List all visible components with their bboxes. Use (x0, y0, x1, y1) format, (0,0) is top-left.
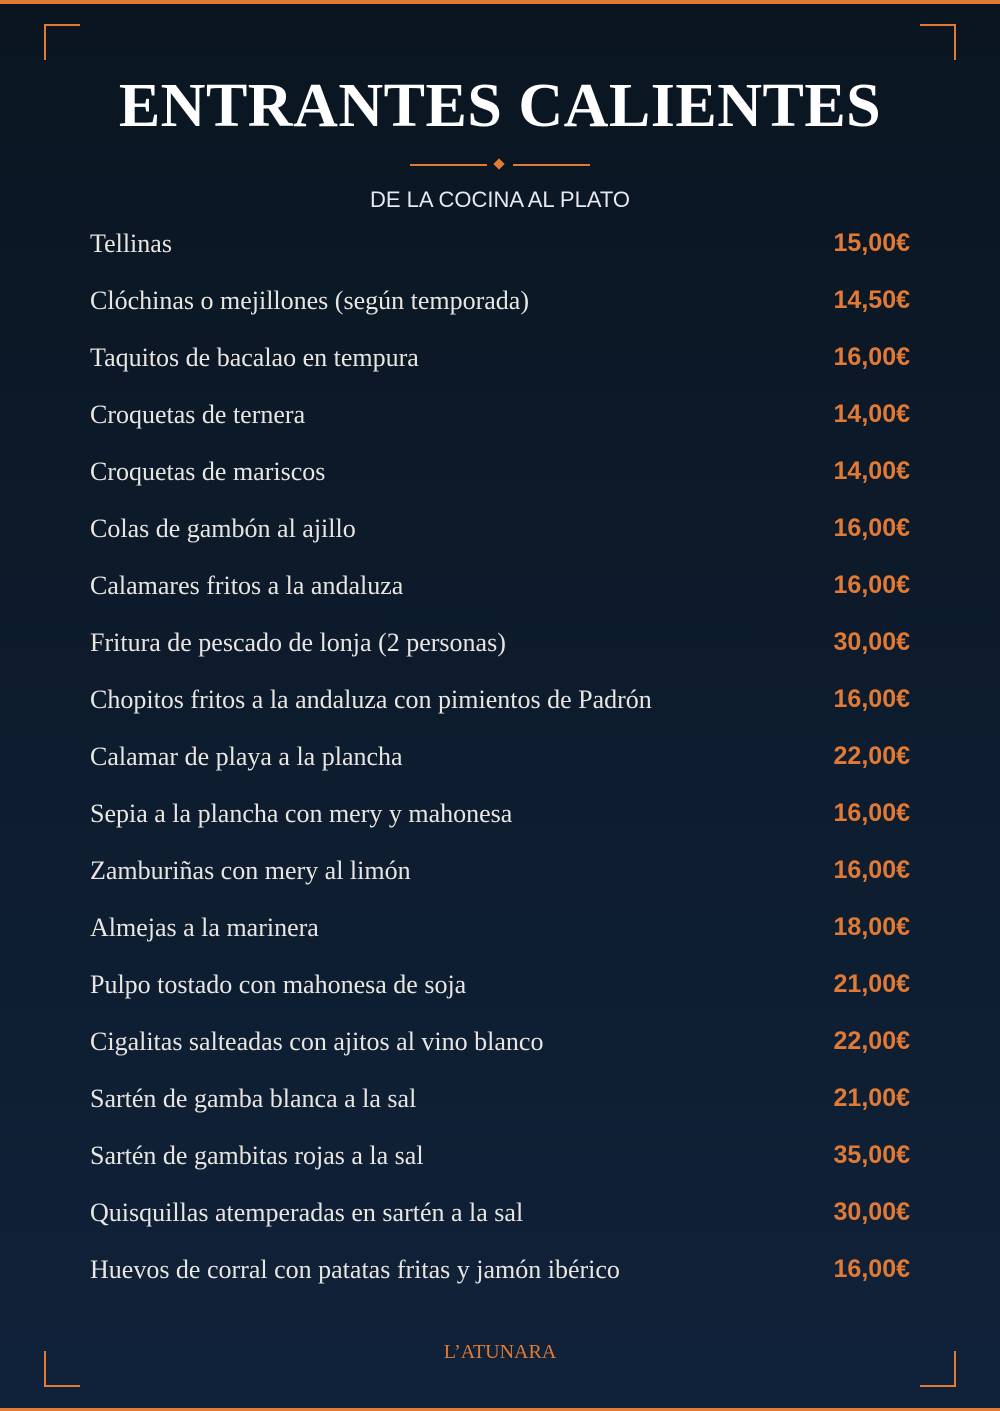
divider-line-left (410, 164, 487, 166)
menu-item-price: 30,00€ (833, 1198, 910, 1226)
menu-item-name: Zamburiñas con mery al limón (90, 855, 411, 885)
menu-item (90, 899, 910, 956)
menu-item-price: 21,00€ (833, 1084, 910, 1112)
menu-item (90, 614, 910, 671)
menu-item (90, 785, 910, 842)
menu-item (90, 500, 910, 557)
menu-item-name: Croquetas de ternera (90, 399, 306, 429)
menu-item-price: 22,00€ (833, 1027, 910, 1055)
menu-item-price: 14,00€ (833, 457, 910, 485)
menu-item-price: 16,00€ (833, 685, 910, 713)
restaurant-brand: L’ATUNARA (443, 1341, 557, 1363)
title-divider (410, 157, 590, 171)
menu-item-price: 15,00€ (833, 229, 910, 257)
menu-item-price: 21,00€ (833, 970, 910, 998)
menu-item (90, 1241, 910, 1298)
menu-item-name: Calamares fritos a la andaluza (90, 570, 404, 600)
menu-item-name: Sepia a la plancha con mery y mahonesa (90, 798, 513, 828)
menu-item (90, 1013, 910, 1070)
page-subtitle: DE LA COCINA AL PLATO (369, 187, 631, 212)
menu-list (90, 215, 910, 1298)
menu-item-name: Cigalitas salteadas con ajitos al vino blanco (90, 1026, 544, 1056)
menu-item-price: 16,00€ (833, 799, 910, 827)
menu-item-name: Pulpo tostado con mahonesa de soja (90, 969, 467, 999)
menu-item (90, 956, 910, 1013)
menu-item (90, 215, 910, 272)
menu-item (90, 272, 910, 329)
menu-item (90, 728, 910, 785)
divider-line-right (513, 164, 590, 166)
menu-item-name: Colas de gambón al ajillo (90, 513, 356, 543)
menu-item-name: Calamar de playa a la plancha (90, 741, 403, 771)
menu-item-price: 16,00€ (833, 571, 910, 599)
menu-item-name: Almejas a la marinera (90, 912, 319, 942)
menu-item-price: 30,00€ (833, 628, 910, 656)
menu-item-price: 16,00€ (833, 514, 910, 542)
menu-item-price: 18,00€ (833, 913, 910, 941)
corner-ornament-top-left (44, 24, 80, 60)
menu-item (90, 329, 910, 386)
menu-item (90, 1184, 910, 1241)
menu-item-name: Sartén de gambitas rojas a la sal (90, 1140, 424, 1170)
menu-item (90, 1127, 910, 1184)
diamond-icon (493, 158, 504, 169)
menu-item-name: Tellinas (90, 228, 172, 258)
menu-item-price: 22,00€ (833, 742, 910, 770)
menu-item-price: 14,00€ (833, 400, 910, 428)
menu-item-name: Croquetas de mariscos (90, 456, 326, 486)
menu-item (90, 386, 910, 443)
menu-item-price: 35,00€ (833, 1141, 910, 1169)
menu-item-name: Chopitos fritos a la andaluza con pimientos de Padrón (90, 684, 652, 714)
menu-item-name: Clóchinas o mejillones (según temporada) (90, 285, 530, 315)
menu-item-name: Sartén de gamba blanca a la sal (90, 1083, 417, 1113)
menu-item (90, 557, 910, 614)
menu-item-name: Fritura de pescado de lonja (2 personas) (90, 627, 506, 657)
menu-item-price: 16,00€ (833, 343, 910, 371)
menu-item (90, 1070, 910, 1127)
menu-item (90, 671, 910, 728)
menu-item-price: 16,00€ (833, 1255, 910, 1283)
menu-item-price: 14,50€ (833, 286, 910, 314)
page-title: ENTRANTES CALIENTES (118, 72, 882, 140)
menu-item-name: Huevos de corral con patatas fritas y jamón ibérico (90, 1254, 620, 1284)
menu-item (90, 443, 910, 500)
menu-item-name: Taquitos de bacalao en tempura (90, 342, 419, 372)
menu-item-name: Quisquillas atemperadas en sartén a la sal (90, 1197, 524, 1227)
corner-ornament-top-right (920, 24, 956, 60)
top-accent-rule (0, 0, 1000, 4)
menu-item (90, 842, 910, 899)
menu-item-price: 16,00€ (833, 856, 910, 884)
